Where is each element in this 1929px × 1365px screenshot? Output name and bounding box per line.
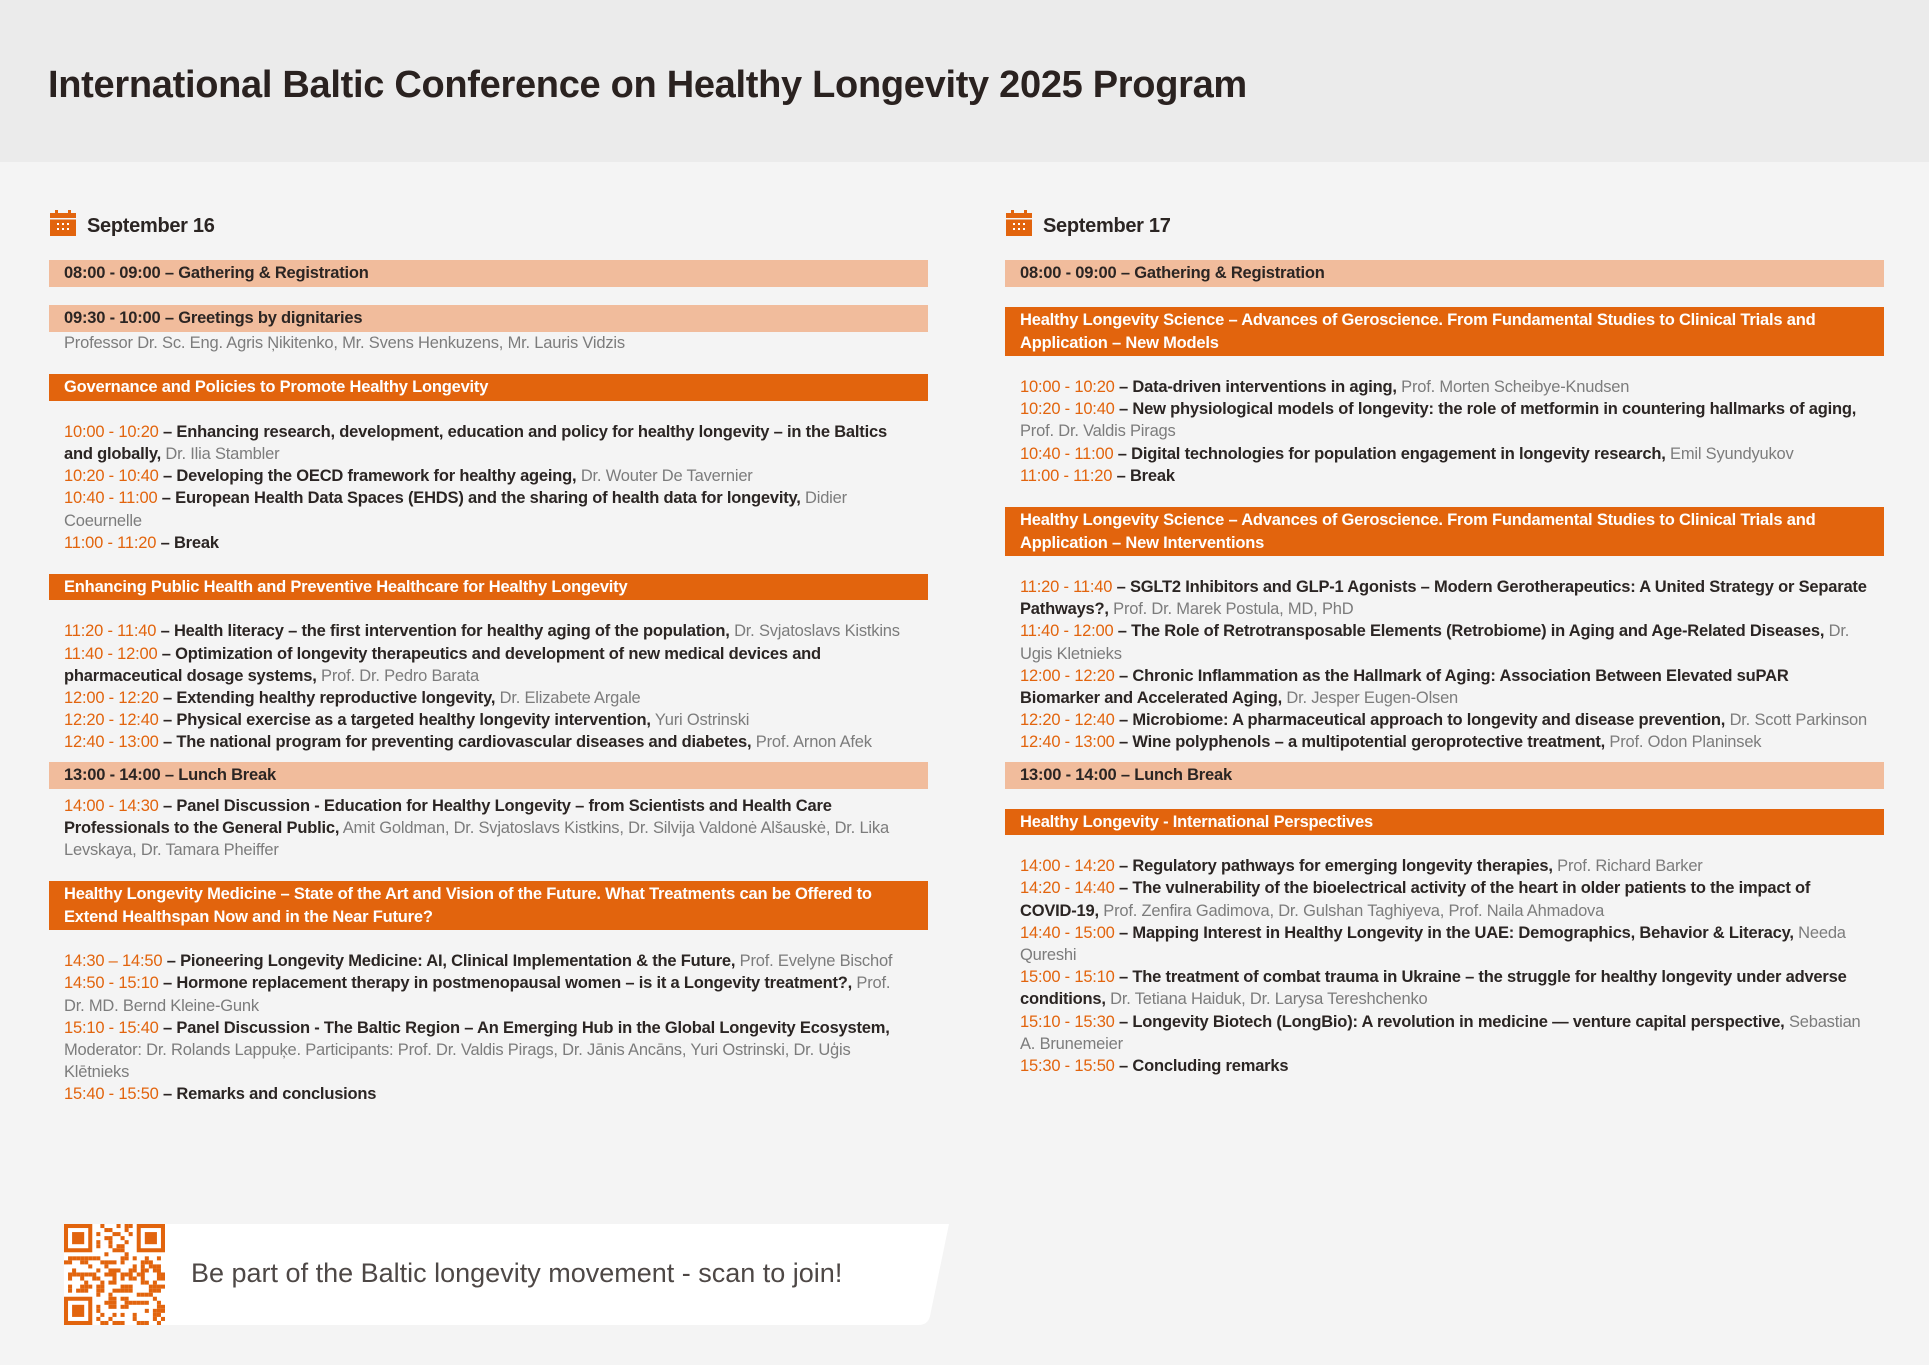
item-speakers: Prof. Dr. Valdis Pirags bbox=[1020, 422, 1176, 441]
day-column-1 bbox=[49, 210, 928, 1106]
item-title: – Chronic Inflammation as the Hallmark of Aging: Association Between Elevated suPAR Biomarker and Accelerated Aging, bbox=[1020, 666, 1789, 708]
agenda-bar: 08:00 - 09:00 – Gathering & Registration bbox=[49, 260, 928, 287]
item-speakers: Prof. Zenfira Gadimova, Dr. Gulshan Taghiyeva, Prof. Naila Ahmadova bbox=[1098, 901, 1605, 920]
item-time: 11:00 - 11:20 bbox=[64, 533, 157, 552]
item-title: – Optimization of longevity therapeutics and development of new medical devices and pharmaceutical dosage systems, bbox=[64, 644, 821, 685]
program-item bbox=[1005, 443, 1884, 465]
program-item bbox=[1005, 877, 1884, 921]
item-speakers: Dr. Svjatoslavs Kistkins bbox=[729, 622, 900, 641]
item-speakers: Amit Goldman, Dr. Svjatoslavs Kistkins, Dr. Silvija Valdonė Alšauskė, Dr. Lika Levskaya, Dr. Tamara Pheiffer bbox=[64, 818, 889, 860]
program-item bbox=[49, 1083, 928, 1105]
calendar-icon bbox=[1005, 209, 1043, 243]
item-title: – Extending healthy reproductive longevity, bbox=[158, 689, 496, 708]
program-item bbox=[49, 731, 928, 753]
item-speakers: Dr. Elizabete Argale bbox=[495, 689, 641, 708]
item-speakers: Needa Qureshi bbox=[1020, 923, 1846, 964]
item-title: – Health literacy – the first intervention for healthy aging of the population, bbox=[156, 622, 730, 641]
item-speakers: Dr. Ilia Stambler bbox=[161, 444, 280, 463]
program-item bbox=[1005, 966, 1884, 1010]
item-speakers: Prof. Evelyne Bischof bbox=[735, 952, 893, 971]
item-time: 10:00 - 10:20 bbox=[64, 422, 159, 441]
item-time: 10:40 - 11:00 bbox=[1020, 444, 1114, 463]
item-speakers: Didier Coeurnelle bbox=[64, 489, 847, 530]
item-time: 11:40 - 12:00 bbox=[1020, 622, 1114, 641]
item-title: – Microbiome: A pharmaceutical approach to longevity and disease prevention, bbox=[1114, 711, 1726, 730]
program-item bbox=[49, 487, 928, 531]
item-time: 10:20 - 10:40 bbox=[64, 467, 159, 486]
item-time: 11:40 - 12:00 bbox=[64, 644, 158, 663]
item-title: – Break bbox=[1112, 466, 1175, 485]
item-time: 11:00 - 11:20 bbox=[1020, 466, 1113, 485]
session-header: Healthy Longevity Science – Advances of Geroscience. From Fundamental Studies to Clinical Trials and Application – New Models bbox=[1005, 307, 1884, 356]
item-title: – The Role of Retrotransposable Elements (Retrobiome) in Aging and Age-Related Diseases, bbox=[1113, 622, 1825, 641]
item-speakers: Dr. Scott Parkinson bbox=[1725, 711, 1867, 730]
program-item bbox=[49, 687, 928, 709]
item-title: – Panel Discussion - The Baltic Region – An Emerging Hub in the Global Longevity Ecosystem, bbox=[158, 1018, 890, 1037]
day-header bbox=[49, 210, 928, 242]
item-title: – New physiological models of longevity: the role of metformin in countering hallmarks of aging, bbox=[1114, 400, 1857, 419]
item-title: – Pioneering Longevity Medicine: AI, Clinical Implementation & the Future, bbox=[162, 952, 736, 971]
item-speakers: Prof. Dr. Marek Postula, MD, PhD bbox=[1108, 600, 1354, 619]
item-title: – Developing the OECD framework for healthy ageing, bbox=[158, 467, 577, 486]
item-speakers: Dr. Tetiana Haiduk, Dr. Larysa Tereshchenko bbox=[1105, 990, 1428, 1009]
program-item bbox=[49, 972, 928, 1016]
item-time: 15:00 - 15:10 bbox=[1020, 968, 1115, 987]
program-item bbox=[1005, 709, 1884, 731]
program-item bbox=[1005, 1055, 1884, 1077]
item-title: – The national program for preventing cardiovascular diseases and diabetes, bbox=[158, 733, 752, 752]
item-time: 14:40 - 15:00 bbox=[1020, 923, 1115, 942]
program-item bbox=[1005, 398, 1884, 442]
item-speakers: Dr. Ugis Kletnieks bbox=[1020, 622, 1850, 663]
session-header: Healthy Longevity Science – Advances of Geroscience. From Fundamental Studies to Clinical Trials and Application – New Interventions bbox=[1005, 507, 1884, 556]
item-time: 11:20 - 11:40 bbox=[64, 622, 157, 641]
item-title: – Break bbox=[156, 533, 219, 552]
day-header bbox=[1005, 210, 1884, 242]
item-time: 15:10 - 15:30 bbox=[1020, 1012, 1115, 1031]
item-title: – Wine polyphenols – a multipotential geroprotective treatment, bbox=[1114, 733, 1606, 752]
program-item bbox=[1005, 731, 1884, 753]
item-time: 15:30 - 15:50 bbox=[1020, 1056, 1115, 1075]
item-time: 15:40 - 15:50 bbox=[64, 1085, 159, 1104]
program-item bbox=[49, 465, 928, 487]
item-time: 14:50 - 15:10 bbox=[64, 974, 159, 993]
item-title: – SGLT2 Inhibitors and GLP-1 Agonists – Modern Gerotherapeutics: A United Strategy or Separate Pathways?, bbox=[1020, 578, 1867, 619]
item-time: 14:00 - 14:20 bbox=[1020, 857, 1115, 876]
item-title: – Remarks and conclusions bbox=[158, 1085, 377, 1104]
item-speakers: Dr. Jesper Eugen-Olsen bbox=[1281, 689, 1459, 708]
calendar-icon bbox=[49, 209, 87, 243]
program-item bbox=[49, 421, 928, 465]
item-title: – Physical exercise as a targeted healthy longevity intervention, bbox=[158, 711, 651, 730]
item-time: 10:20 - 10:40 bbox=[1020, 400, 1115, 419]
join-banner[interactable] bbox=[64, 1224, 949, 1325]
item-speakers: Prof. Morten Scheibye-Knudsen bbox=[1396, 378, 1630, 396]
session-header: Healthy Longevity - International Perspectives bbox=[1005, 809, 1884, 836]
program-item bbox=[49, 620, 928, 642]
day-date: September 17 bbox=[1043, 214, 1171, 237]
item-time: 12:00 - 12:20 bbox=[64, 689, 159, 708]
day-date: September 16 bbox=[87, 214, 215, 237]
item-title: – Data-driven interventions in aging, bbox=[1114, 378, 1397, 396]
item-time: 14:00 - 14:30 bbox=[64, 796, 159, 815]
program-item bbox=[1005, 665, 1884, 709]
item-title: – Digital technologies for population engagement in longevity research, bbox=[1113, 444, 1666, 463]
item-time: 14:30 – 14:50 bbox=[64, 952, 163, 971]
program-item bbox=[49, 709, 928, 731]
program-item bbox=[1005, 855, 1884, 877]
join-message: Be part of the Baltic longevity movement - scan to join! bbox=[191, 1258, 843, 1288]
item-title: – European Health Data Spaces (EHDS) and the sharing of health data for longevity, bbox=[157, 489, 801, 508]
session-header: Healthy Longevity Medicine – State of the Art and Vision of the Future. What Treatments can be Offered to Extend Healthspan Now and in the Near Future? bbox=[49, 881, 928, 930]
item-title: – Mapping Interest in Healthy Longevity in the UAE: Demographics, Behavior & Literacy, bbox=[1114, 923, 1794, 942]
program-item bbox=[1005, 1011, 1884, 1055]
item-speakers: Prof. Dr. Pedro Barata bbox=[316, 666, 479, 685]
program-item bbox=[49, 950, 928, 972]
program-item bbox=[49, 1017, 928, 1084]
item-speakers: Moderator: Dr. Rolands Lappuķe. Participants: Prof. Dr. Valdis Pirags, Dr. Jānis Ancāns, Yuri Ostrinski, Dr. Uģis Klētnieks bbox=[64, 1041, 851, 1082]
program-item bbox=[49, 643, 928, 687]
item-title: – Regulatory pathways for emerging longevity therapies, bbox=[1114, 857, 1553, 876]
item-time: 11:20 - 11:40 bbox=[1020, 578, 1113, 597]
item-title: – Longevity Biotech (LongBio): A revolution in medicine — venture capital perspective, bbox=[1114, 1012, 1785, 1031]
item-time: 10:00 - 10:20 bbox=[1020, 378, 1115, 396]
item-speakers: Prof. Arnon Afek bbox=[751, 733, 872, 752]
item-speakers: Prof. Odon Planinsek bbox=[1605, 733, 1762, 752]
item-time: 12:40 - 13:00 bbox=[1020, 733, 1115, 752]
qr-code-icon[interactable] bbox=[64, 1224, 165, 1325]
program-item bbox=[1005, 465, 1884, 487]
item-speakers: Dr. Wouter De Tavernier bbox=[576, 467, 753, 486]
session-header: Enhancing Public Health and Preventive Healthcare for Healthy Longevity bbox=[49, 574, 928, 601]
item-time: 12:40 - 13:00 bbox=[64, 733, 159, 752]
session-header: Governance and Policies to Promote Healthy Longevity bbox=[49, 374, 928, 401]
day-column-2 bbox=[1005, 210, 1884, 1077]
program-item bbox=[1005, 922, 1884, 966]
item-title: – Panel Discussion - Education for Healthy Longevity – from Scientists and Health Care Professionals to the General Public, bbox=[64, 796, 832, 837]
lunch-break-bar: 13:00 - 14:00 – Lunch Break bbox=[49, 762, 928, 789]
item-time: 12:20 - 12:40 bbox=[64, 711, 159, 730]
agenda-bar: 09:30 - 10:00 – Greetings by dignitaries bbox=[49, 305, 928, 332]
program-item bbox=[49, 532, 928, 554]
speakers: Professor Dr. Sc. Eng. Agris Ņikitenko, Mr. Svens Henkuzens, Mr. Lauris Vidzis bbox=[64, 334, 625, 352]
item-speakers: Emil Syundyukov bbox=[1665, 444, 1794, 463]
program-item bbox=[1005, 376, 1884, 398]
item-speakers: Yuri Ostrinski bbox=[650, 711, 750, 730]
item-time: 12:00 - 12:20 bbox=[1020, 666, 1115, 685]
program-item bbox=[1005, 620, 1884, 664]
item-speakers: Prof. Dr. MD. Bernd Kleine-Gunk bbox=[64, 974, 891, 1015]
program-item bbox=[49, 795, 928, 862]
item-title: – Enhancing research, development, education and policy for healthy longevity – in the Baltics and globally, bbox=[64, 422, 887, 463]
agenda-bar: 08:00 - 09:00 – Gathering & Registration bbox=[1005, 260, 1884, 287]
item-speakers: Sebastian A. Brunemeier bbox=[1020, 1012, 1861, 1053]
item-title: – The vulnerability of the bioelectrical activity of the heart in older patients to the impact of COVID-19, bbox=[1020, 879, 1811, 920]
item-time: 14:20 - 14:40 bbox=[1020, 879, 1115, 898]
page-title: International Baltic Conference on Healthy Longevity 2025 Program bbox=[48, 64, 1247, 106]
item-time: 15:10 - 15:40 bbox=[64, 1018, 159, 1037]
item-title: – Hormone replacement therapy in postmenopausal women – is it a Longevity treatment?, bbox=[158, 974, 853, 993]
item-title: – The treatment of combat trauma in Ukraine – the struggle for healthy longevity under adverse conditions, bbox=[1020, 968, 1847, 1009]
header-band bbox=[0, 0, 1929, 162]
item-time: 10:40 - 11:00 bbox=[64, 489, 158, 508]
item-speakers: Prof. Richard Barker bbox=[1552, 857, 1703, 876]
lunch-break-bar: 13:00 - 14:00 – Lunch Break bbox=[1005, 762, 1884, 789]
program-item bbox=[1005, 576, 1884, 620]
item-time: 12:20 - 12:40 bbox=[1020, 711, 1115, 730]
item-title: – Concluding remarks bbox=[1114, 1056, 1289, 1075]
